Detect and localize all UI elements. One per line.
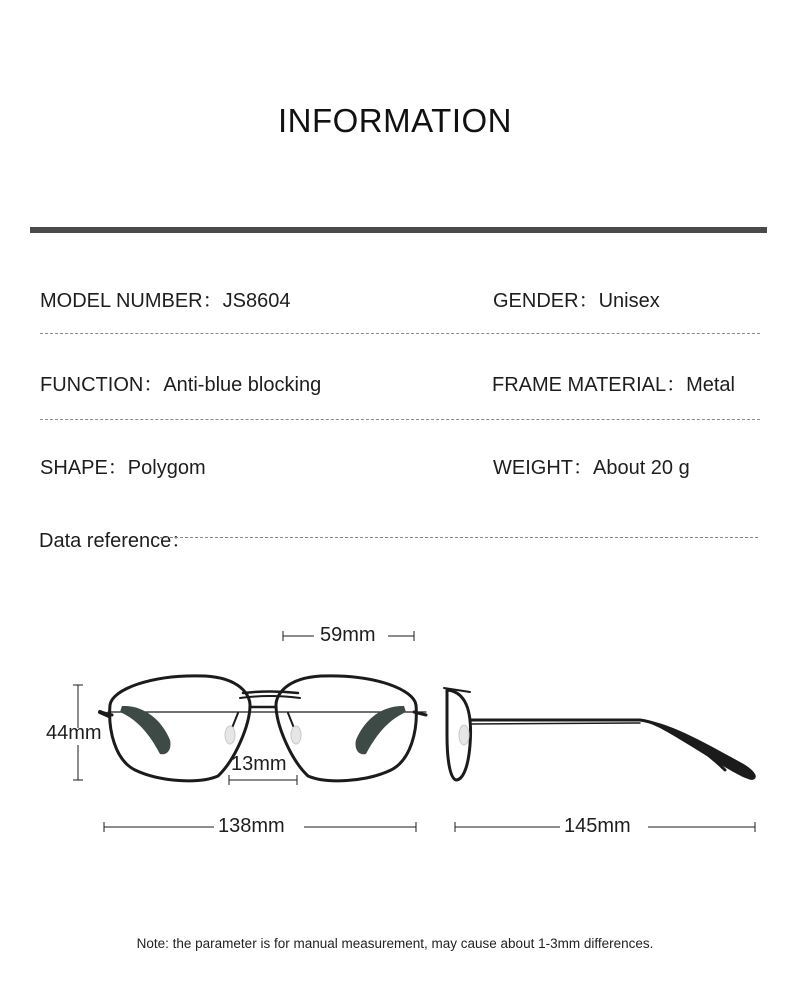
gender-spec: GENDER：Unisex [493,290,660,312]
lens-height-dimension: 44mm [46,722,102,744]
measurement-note: Note: the parameter is for manual measurement, may cause about 1-3mm differences. [136,936,654,951]
shape-spec: SHAPE：Polygom [40,457,206,479]
temple-length-dimension: 145mm [564,815,631,837]
frame-material-spec: FRAME MATERIAL：Metal [492,374,735,396]
left-temple-tip [120,706,171,754]
page-title: INFORMATION [277,102,513,139]
function-spec: FUNCTION：Anti-blue blocking [40,374,322,396]
frame-width-dimension: 138mm [218,815,285,837]
model-number-spec: MODEL NUMBER：JS8604 [40,290,291,312]
data-reference-label: Data reference： [39,530,192,552]
weight-spec: WEIGHT：About 20 g [493,457,690,479]
right-temple-tip [355,706,406,754]
bridge-top-dimension: 59mm [320,624,376,646]
nose-bridge-dimension: 13mm [231,753,287,775]
side-temple-tip [640,719,756,780]
